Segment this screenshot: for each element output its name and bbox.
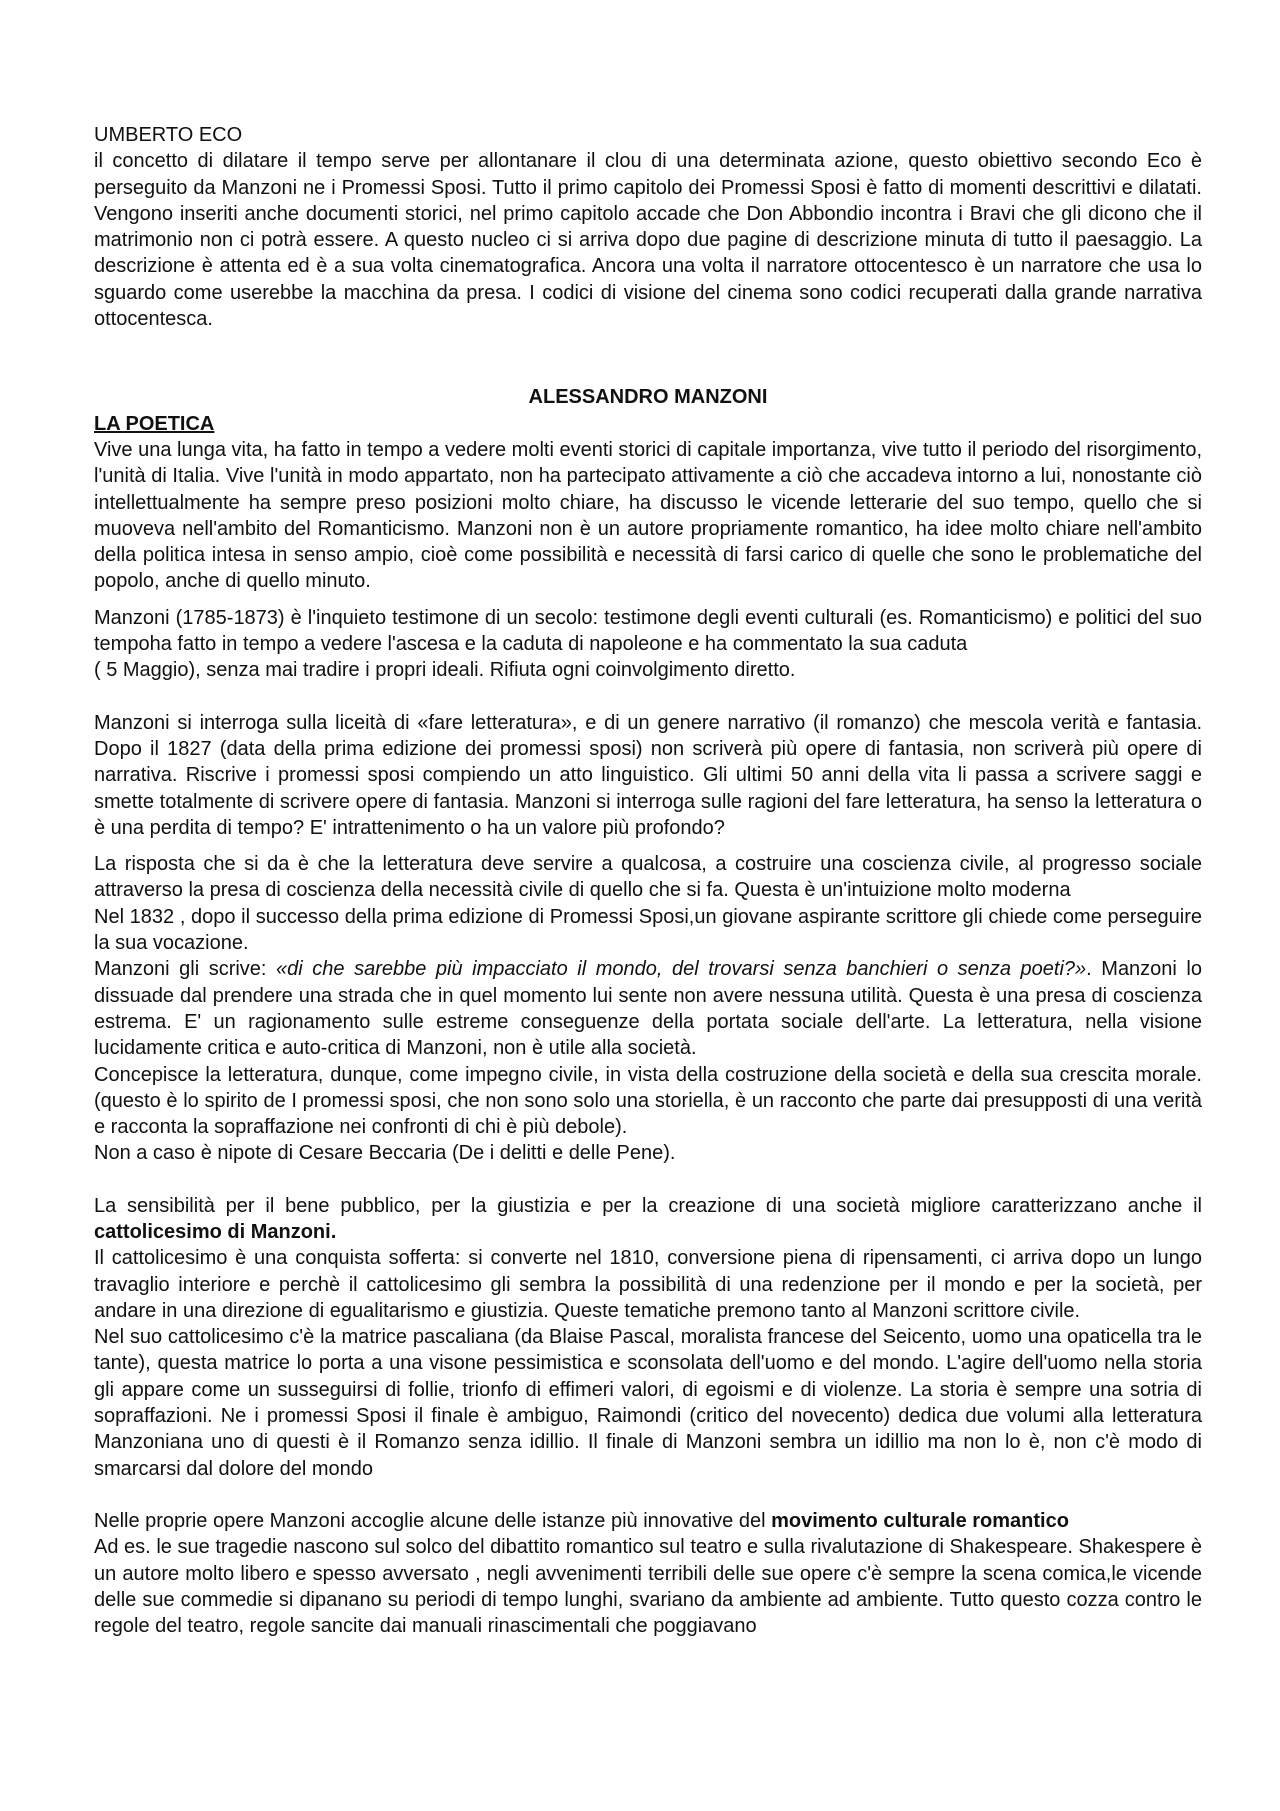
paragraph-sensibility — [94, 1193, 1202, 1246]
catholicism-bold: cattolicesimo di Manzoni. — [94, 1220, 337, 1243]
paragraph-letter — [94, 956, 1202, 1061]
romantic-bold: movimento culturale romantico — [771, 1509, 1069, 1532]
spacer — [94, 595, 1202, 605]
paragraph-civil-commitment: Concepisce la letteratura, dunque, come impegno civile, in vista della costruzione della società e della sua crescita morale. (questo è lo spirito de I promessi sposi, che non sono solo una storiella, è un racconto che parte dai presupposti di una verità e racconta la sopraffazione nei confronti di chi è più debole). — [94, 1063, 1202, 1139]
romantic-text: Nelle proprie opere Manzoni accoglie alcune delle istanze più innovative del — [94, 1509, 772, 1532]
paragraph-life: Vive una lunga vita, ha fatto in tempo a vedere molti eventi storici di capitale importanza, vive tutto il periodo del risorgimento, l'unità di Italia. Vive l'unità in modo appartato, non ha partecipato attivamente a ciò che accadeva intorno a lui, nonostante ciò intellettualmente ha sempre preso posizioni molto chiare, ha discusso le vicende letterarie del suo tempo, quello che si muoveva nell'ambito del Romanticismo. Manzoni non è un autore propriamente romantico, ha idee molto chiare nell'ambito della politica intesa in senso ampio, cioè come possibilità e necessità di farsi carico di quelle che sono le problematiche del popolo, anche di quello minuto. — [94, 438, 1202, 593]
eco-heading: UMBERTO ECO — [94, 124, 243, 146]
eco-paragraph: il concetto di dilatare il tempo serve per allontanare il clou di una determinata azione, questo obiettivo secondo Eco è perseguito da Manzoni ne i Promessi Sposi. Tutto il primo capitolo dei Promessi Sposi è fatto di momenti descrittivi e dilatati. Vengono inseriti anche documenti storici, nel primo capitolo accade che Don Abbondio incontra i Bravi che gli dicono che il matrimonio non ci potrà essere. A questo nucleo ci si arriva dopo due pagine di descrizione minuta di tutto il paesaggio. La descrizione è attenta ed è a sua volta cinematografica. Ancora una volta il narratore ottocentesco è un narratore che usa lo sguardo come userebbe la macchina da presa. I codici di visione del cinema sono codici recuperati dalla grande narrativa ottocentesca. — [94, 150, 1202, 331]
spacer — [94, 684, 1202, 710]
paragraph-catholicism: Il cattolicesimo è una conquista sofferta: si converte nel 1810, conversione piena di ripensamenti, ci arriva dopo un lungo travaglio interiore e perchè il cattolicesimo gli sembra la possibilità di una redenzione per il mondo e per la società, per andare in una direzione di egualitarismo e giustizia. Queste tematiche premono tanto al Manzoni scrittore civile. — [94, 1247, 1202, 1322]
spacer — [94, 841, 1202, 851]
paragraph-1832: Nel 1832 , dopo il successo della prima edizione di Promessi Sposi,un giovane aspirante scrittore gli chiede come perseguire la sua vocazione. — [94, 905, 1202, 955]
paragraph-witness-cont: ( 5 Maggio), senza mai tradire i propri ideali. Rifiuta ogni coinvolgimento diretto. — [94, 659, 796, 682]
paragraph-beccaria: Non a caso è nipote di Cesare Beccaria (De i delitti e delle Pene). — [94, 1142, 676, 1165]
spacer — [94, 1482, 1202, 1508]
letter-intro: Manzoni gli scrive: — [94, 958, 277, 981]
section-title: ALESSANDRO MANZONI — [528, 386, 768, 409]
letter-quote: «di che sarebbe più impacciato il mondo, del trovarsi senza banchieri o senza poeti?» — [276, 958, 1087, 981]
paragraph-romantic — [94, 1508, 1202, 1534]
paragraph-pascal: Nel suo cattolicesimo c'è la matrice pascaliana (da Blaise Pascal, moralista francese del Seicento, uomo una opaticella tra le tante), questa matrice lo porta a una visone pessimistica e sconsolata dell'uomo e del mondo. L'agire dell'uomo nella storia gli appare come un susseguirsi di follie, trionfo di effimeri valori, di egoismi e di violenze. La storia è sempre una sotria di sopraffazioni. Ne i promessi Sposi il finale è ambiguo, Raimondi (critico del novecento) dedica due volumi alla letteratura Manzoniana uno di questi è il Romanzo senza idillio. Il finale di Manzoni sembra un idillio ma non lo è, non c'è modo di smarcarsi dal dolore del mondo — [94, 1326, 1202, 1480]
spacer — [94, 332, 1202, 384]
paragraph-answer: La risposta che si da è che la letteratura deve servire a qualcosa, a costruire una coscienza civile, al progresso sociale attraverso la presa di coscienza della necessità civile di quello che si fa. Questa è un'intuizione molto moderna — [94, 853, 1202, 902]
sensibility-text: La sensibilità per il bene pubblico, per la giustizia e per la creazione di una società migliore caratterizzano anche il — [94, 1194, 1202, 1217]
paragraph-literature-question: Manzoni si interroga sulla liceità di «fare letteratura», e di un genere narrativo (il romanzo) che mescola verità e fantasia. Dopo il 1827 (data della prima edizione dei promessi sposi) non scriverà più opere di fantasia, non scriverà più opere di narrativa. Riscrive i promessi sposi compiendo un atto linguistico. Gli ultimi 50 anni della vita li passa a scrivere saggi e smette totalmente di scrivere opere di fantasia. Manzoni si interroga sulle ragioni del fare letteratura, ha senso la letteratura o è una perdita di tempo? E' intrattenimento o ha un valore più profondo? — [94, 711, 1202, 839]
section-subtitle: LA POETICA — [94, 412, 215, 435]
paragraph-shakespeare: Ad es. le sue tragedie nascono sul solco del dibattito romantico sul teatro e sulla rivalutazione di Shakespeare. Shakespere è un autore molto libero e spesso avversato , negli avvenimenti terribili delle sue opere c'è sempre la scena comica,le vicende delle sue commedie si dipanano su periodi di tempo lunghi, svariano da ambiente ad ambiente. Tutto questo cozza contro le regole del teatro, regole sancite dai manuali rinascimentali che poggiavano — [94, 1536, 1202, 1638]
spacer — [94, 1167, 1202, 1193]
document-page — [94, 122, 1202, 1639]
letter-rest: . Manzoni lo dissuade dal prendere una strada che in quel momento lui sente non avere nessuna utilità. Questa è una presa di coscienza estrema. E' un ragionamento sulle estreme conseguenze della portata sociale dell'arte. La letteratura, nella visione lucidamente critica e auto-critica di Manzoni, non è utile alla società. — [94, 958, 1202, 1060]
paragraph-witness: Manzoni (1785-1873) è l'inquieto testimone di un secolo: testimone degli eventi culturali (es. Romanticismo) e politici del suo tempoha fatto in tempo a vedere l'ascesa e la caduta di napoleone e ha commentato la sua caduta — [94, 606, 1202, 656]
